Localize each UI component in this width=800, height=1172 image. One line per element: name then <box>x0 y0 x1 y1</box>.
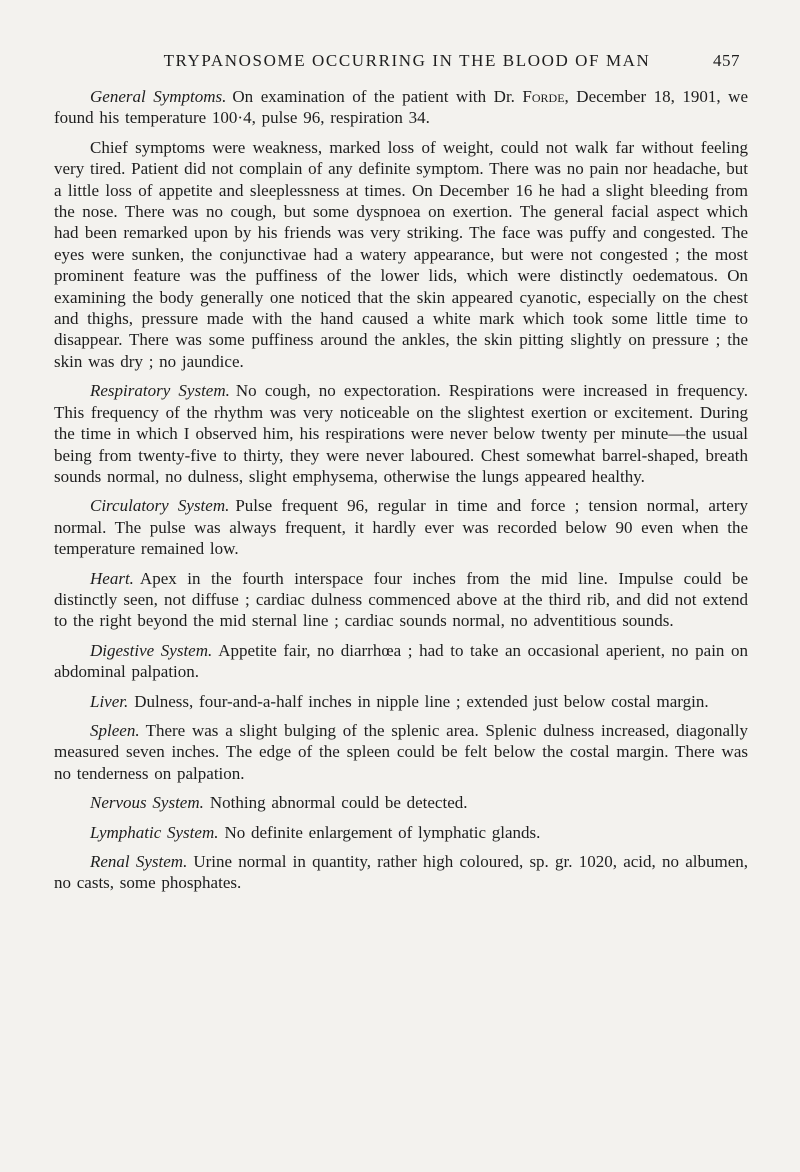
paragraph-heart <box>54 568 748 632</box>
section-heading: Nervous System. <box>90 793 204 813</box>
section-heading: Renal System. <box>90 852 188 871</box>
section-heading: Respiratory System. <box>90 381 230 401</box>
paragraph-nervous-system <box>54 792 748 813</box>
paragraph-liver <box>54 691 748 712</box>
paragraph-text: Appetite fair, no diarrhœa ; had to take an occasional aperient, no pain on abdominal palpation. <box>54 640 749 682</box>
paragraph-circulatory-system <box>54 495 748 559</box>
paragraph-general-symptoms <box>54 86 748 129</box>
section-heading: Digestive System. <box>90 640 213 660</box>
paragraph-text: No cough, no expectoration. Respirations were increased in frequency. This frequency of the rhythm was very noticeable on the slightest exertion or excitement. During the time in which I observed him, his respirations were never below twenty per minute—the usual being from twenty-five to thirty, they were never laboured. Chest somewhat barrel-shaped, breath sounds normal, no dulness, slight emphysema, otherwise the lungs appeared healthy. <box>54 381 748 486</box>
paragraph-renal-system <box>54 851 748 894</box>
paragraph-text: There was a slight bulging of the splenic area. Splenic dulness increased, diagonally measured seven inches. The edge of the spleen could be felt below the costal margin. There was no tenderness on palpation. <box>54 720 748 783</box>
paragraph-text: , December 18, 1901, we found his temperature 100·4, pulse 96, respiration 34. <box>54 87 748 128</box>
page-number: 457 <box>713 51 740 70</box>
paragraph-text: No definite enlargement of lymphatic glands. <box>224 822 541 842</box>
paragraph-chief-symptoms <box>54 137 748 372</box>
running-title: TRYPANOSOME OCCURRING IN THE BLOOD OF MAN <box>163 51 651 70</box>
paragraph-text: Urine normal in quantity, rather high coloured, sp. gr. 1020, acid, no albumen, no casts, some phosphates. <box>54 852 749 893</box>
section-heading: Liver. <box>90 691 129 711</box>
section-heading: Circulatory System. <box>90 496 230 516</box>
running-head <box>54 46 748 76</box>
paragraph-text: Pulse frequent 96, regular in time and force ; tension normal, artery normal. The pulse was always frequent, it hardly ever was recorded below 90 even when the temperature remained low. <box>54 496 748 559</box>
paragraph-text: Chief symptoms were weakness, marked loss of weight, could not walk far without feeling very tired. Patient did not complain of any definite symptom. There was no pain nor headache, but a little loss of appetite and sleeplessness at times. On December 16 he had a slight bleeding from the nose. There was no cough, but some dyspnoea on exertion. The general facial aspect which had been remarked upon by his friends was very striking. The face was puffy and congested. The eyes were sunken, the conjunctivae had a watery appearance, but were not congested ; the most prominent feature was the puffiness of the lower lids, which were distinctly oedematous. On examining the body generally one noticed that the skin appeared cyanotic, especially on the chest and thighs, pressure made with the hand caused a white mark which took some little time to disappear. There was some puffiness around the ankles, the skin pitting slightly on pressure ; the skin was dry ; no jaundice. <box>54 137 748 371</box>
section-heading: Lymphatic System. <box>90 822 219 842</box>
paragraph-text: Apex in the fourth interspace four inches from the mid line. Impulse could be distinctly seen, not diffuse ; cardiac dulness commenced above at the third rib, and did not extend to the right beyond the mid sternal line ; cardiac sounds normal, no adventitious sounds. <box>54 568 748 631</box>
paragraph-respiratory-system <box>54 380 748 487</box>
paragraph-text: Nothing abnormal could be detected. <box>209 793 468 813</box>
section-heading: Spleen. <box>90 720 140 740</box>
section-heading: General Symptoms. <box>90 87 227 106</box>
body-text <box>54 86 748 894</box>
section-heading: Heart. <box>90 568 134 588</box>
author-name: Forde <box>522 87 565 106</box>
paragraph-text: On examination of the patient with Dr. <box>232 87 523 106</box>
paragraph-text: Dulness, four-and-a-half inches in nipple line ; extended just below costal margin. <box>134 691 709 711</box>
paragraph-spleen <box>54 720 748 784</box>
paragraph-digestive-system <box>54 640 748 683</box>
paragraph-lymphatic-system <box>54 822 748 843</box>
